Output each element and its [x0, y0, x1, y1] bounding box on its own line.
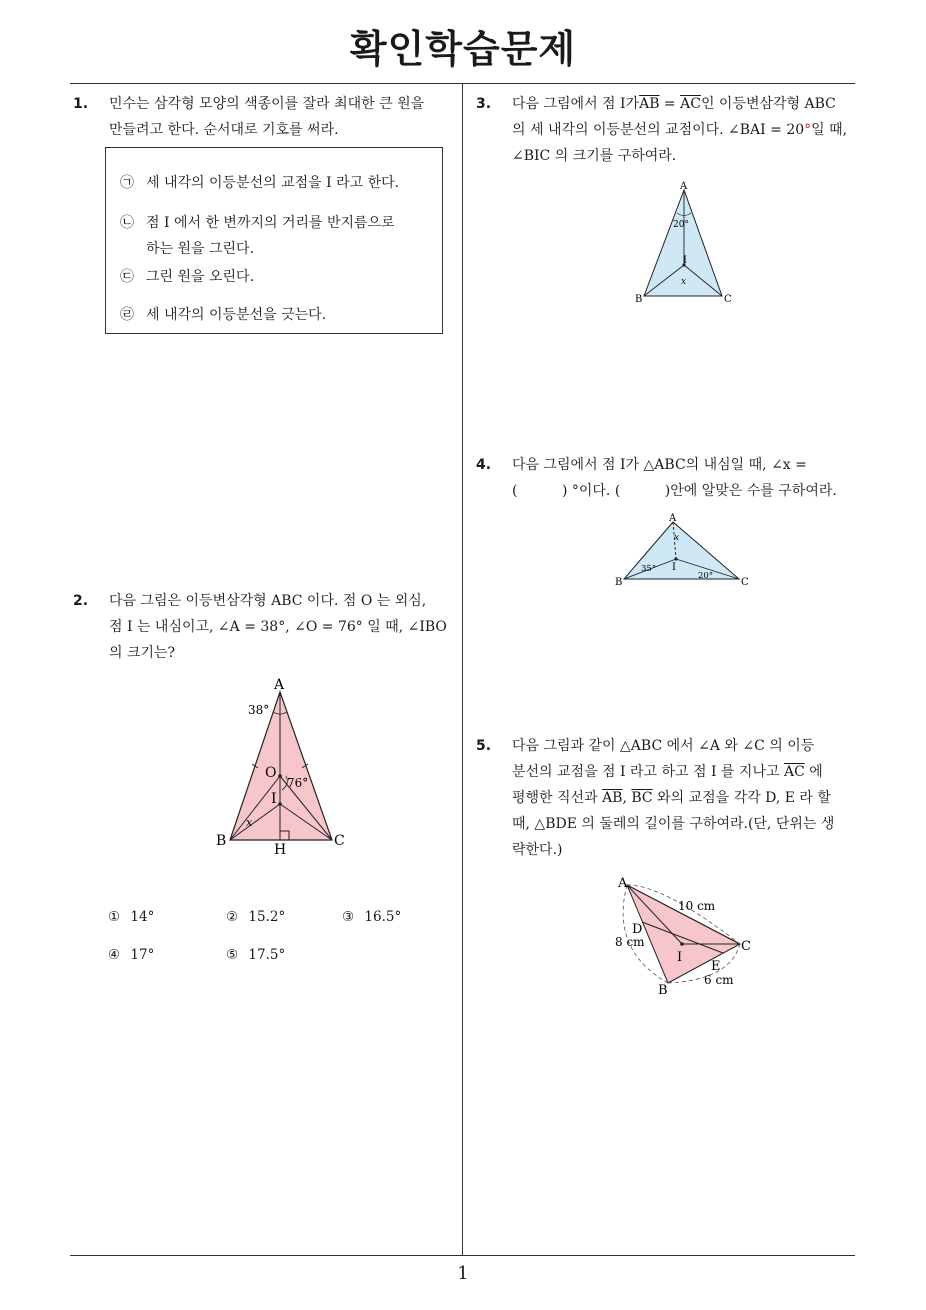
- angle-x-label: x: [674, 533, 680, 543]
- step-marker: ㉢: [120, 269, 134, 285]
- point-i-label: I: [683, 255, 687, 266]
- choice-mark: ②: [226, 909, 239, 925]
- question-5-line-3: [512, 785, 860, 811]
- point-i-label: I: [271, 791, 277, 807]
- question-5-line-2: [512, 759, 860, 785]
- question-1-step-box: [105, 147, 443, 334]
- question-3-line-2: [512, 117, 860, 143]
- choice-value: 15.2°: [248, 909, 286, 925]
- angle-x-label: x: [681, 277, 687, 287]
- choice-mark: ④: [108, 947, 121, 963]
- degree-mark: °: [804, 122, 812, 138]
- choice-mark: ③: [342, 909, 355, 925]
- segment-ac: $\overline{AC}$: [783, 764, 805, 780]
- question-5-line-4: 때, △BDE 의 둘레의 길이를 구하여라.(단, 단위는 생: [512, 816, 835, 832]
- step-text: 점 I 에서 한 변까지의 거리를 반지름으로: [146, 215, 395, 231]
- point-o-label: O: [265, 765, 277, 781]
- choice-2[interactable]: [226, 909, 285, 925]
- vertex-a-label: A: [680, 181, 688, 192]
- vertex-b-label: B: [216, 833, 227, 849]
- step-marker: ㉠: [120, 175, 134, 191]
- q3-text: 일 때,: [811, 122, 848, 138]
- question-1-line-1: 민수는 삼각형 모양의 색종이를 잘라 최대한 큰 원을: [109, 96, 425, 112]
- choice-mark: ⑤: [226, 947, 239, 963]
- segment-bc: $\overline{BC}$: [631, 790, 653, 806]
- comma: ,: [622, 790, 627, 806]
- point-i-label: I: [677, 950, 683, 965]
- step-item: [120, 210, 395, 262]
- question-4-line-1: 다음 그림에서 점 I가 △ABC의 내심일 때, ∠x =: [512, 457, 807, 473]
- vertex-c-label: C: [334, 833, 345, 849]
- q3-text: 인 이등변삼각형 ABC: [700, 96, 836, 112]
- q3-text: 다음 그림에서 점 I가: [512, 96, 640, 112]
- choice-value: 17.5°: [248, 947, 286, 963]
- question-2-line-1: 다음 그림은 이등변삼각형 ABC 이다. 점 O 는 외심,: [109, 593, 427, 609]
- question-2: [73, 588, 458, 668]
- choice-mark: ①: [108, 909, 121, 925]
- equals-sign: =: [659, 96, 681, 112]
- angle-b-label: 35°: [641, 564, 657, 574]
- step-text: 세 내각의 이등분선의 교점을 I 라고 한다.: [146, 175, 400, 191]
- angle-a-label: 38°: [248, 703, 270, 717]
- vertex-a-label: A: [669, 513, 677, 524]
- question-5-line-1: 다음 그림과 같이 △ABC 에서 ∠A 와 ∠C 의 이등: [512, 738, 815, 754]
- question-5-figure: [610, 870, 760, 1000]
- question-2-figure: [210, 672, 360, 862]
- angle-label: 20°: [673, 220, 689, 230]
- choice-3[interactable]: [342, 909, 401, 925]
- choice-value: 14°: [130, 909, 155, 925]
- segment-ac: $\overline{AC}$: [680, 96, 701, 112]
- vertex-b-label: B: [615, 577, 623, 588]
- length-bc-label: 6 cm: [704, 973, 734, 987]
- step-text: 세 내각의 이등분선을 긋는다.: [146, 307, 327, 323]
- question-1-line-2: 만들려고 한다. 순서대로 기호를 써라.: [109, 122, 339, 138]
- bottom-rule: [70, 1255, 855, 1256]
- choice-value: 16.5°: [364, 909, 402, 925]
- vertex-c-label: C: [741, 577, 749, 588]
- segment-ab: $\overline{AB}$: [602, 790, 623, 806]
- page-title: 확인학습문제: [349, 27, 577, 71]
- question-4-number: 4.: [476, 457, 492, 473]
- length-ac-label: 10 cm: [678, 899, 716, 913]
- choice-1[interactable]: [108, 909, 154, 925]
- vertex-a-label: A: [274, 677, 285, 693]
- choice-4[interactable]: [108, 947, 154, 963]
- question-5: [476, 733, 860, 867]
- vertex-c-label: C: [724, 294, 732, 305]
- choice-value: 17°: [130, 947, 155, 963]
- question-1-number: 1.: [73, 96, 89, 112]
- question-4-figure: [612, 512, 752, 592]
- angle-x-label: x: [246, 816, 253, 829]
- question-4: [476, 452, 860, 508]
- question-5-number: 5.: [476, 738, 492, 754]
- question-1: [73, 91, 458, 151]
- question-2-line-2: 점 I 는 내심이고, ∠A = 38°, ∠O = 76° 일 때, ∠IBO: [109, 619, 447, 635]
- step-item: [120, 266, 254, 286]
- question-3-line-1: [512, 91, 860, 117]
- point-d-label: D: [632, 922, 643, 937]
- question-2-line-3: 의 크기는?: [109, 645, 176, 661]
- point-i-label: I: [672, 562, 676, 573]
- question-3-number: 3.: [476, 96, 492, 112]
- length-ab-label: 8 cm: [615, 935, 645, 949]
- question-5-line-5: 략한다.): [512, 842, 563, 858]
- column-divider: [462, 83, 463, 1256]
- angle-o-label: 76°: [287, 776, 309, 790]
- q5-text: 와의 교점을 각각 D, E 라 할: [657, 790, 831, 806]
- choice-5[interactable]: [226, 947, 285, 963]
- point-e-label: E: [711, 959, 721, 974]
- question-4-line-2: ( ) °이다. ( )안에 알맞은 수를 구하여라.: [512, 483, 837, 499]
- angle-c-label: 20°: [698, 571, 714, 581]
- question-2-number: 2.: [73, 593, 89, 609]
- question-3-line-3: ∠BIC 의 크기를 구하여라.: [512, 148, 677, 164]
- q3-text: 의 세 내각의 이등분선의 교점이다. ∠BAI = 20: [512, 122, 805, 138]
- segment-ab: $\overline{AB}$: [639, 96, 660, 112]
- question-3: [476, 91, 860, 171]
- vertex-b-label: B: [658, 983, 668, 998]
- q5-text: 평행한 직선과: [512, 790, 598, 806]
- step-item: [120, 172, 399, 192]
- point-h-label: H: [274, 842, 287, 858]
- q5-text: 에: [809, 764, 823, 780]
- step-marker: ㉡: [120, 215, 134, 231]
- step-text-continued: 하는 원을 그린다.: [146, 241, 255, 257]
- vertex-c-label: C: [741, 939, 751, 954]
- vertex-b-label: B: [635, 294, 643, 305]
- question-3-figure: [630, 180, 740, 306]
- page-number: 1: [457, 1263, 469, 1284]
- step-item: [120, 304, 326, 324]
- step-marker: ㉣: [120, 307, 134, 323]
- step-text: 그린 원을 오린다.: [146, 269, 255, 285]
- vertex-a-label: A: [618, 876, 628, 891]
- q5-text: 분선의 교점을 점 I 라고 하고 점 I 를 지나고: [512, 764, 780, 780]
